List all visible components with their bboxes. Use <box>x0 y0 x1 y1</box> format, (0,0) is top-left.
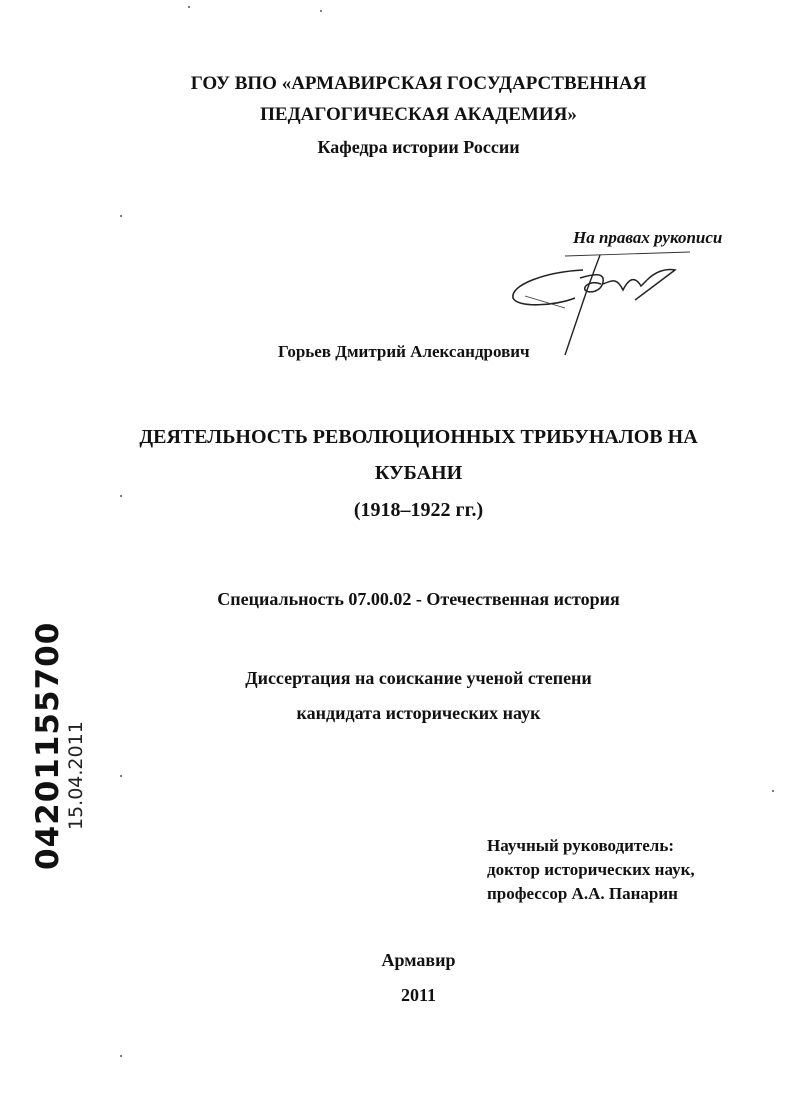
supervisor-heading: Научный руководитель: <box>487 836 674 855</box>
department: Кафедра истории России <box>317 137 520 157</box>
library-stamp-date: 15.04.2011 <box>65 721 87 830</box>
scan-speck <box>120 775 122 777</box>
supervisor-degree: доктор исторических наук, <box>487 860 695 879</box>
institution-line-1: ГОУ ВПО «АРМАВИРСКАЯ ГОСУДАРСТВЕННАЯ <box>190 73 647 94</box>
scan-speck <box>120 215 122 217</box>
dissertation-title-line-2: КУБАНИ <box>374 462 463 484</box>
degree-line-2: кандидата исторических наук <box>296 703 541 723</box>
scan-speck <box>120 495 122 497</box>
supervisor-name: профессор А.А. Панарин <box>487 884 678 903</box>
scan-speck <box>772 790 774 792</box>
dissertation-years: (1918–1922 гг.) <box>353 499 484 521</box>
handwritten-signature <box>505 250 695 360</box>
year: 2011 <box>400 985 436 1005</box>
city: Армавир <box>381 950 456 970</box>
manuscript-note: На правах рукописи <box>573 228 723 247</box>
author-name: Горьев Дмитрий Александрович <box>278 342 530 361</box>
degree-line-1: Диссертация на соискание ученой степени <box>245 668 592 688</box>
library-stamp-code: 04201155700 <box>30 621 66 870</box>
scan-speck <box>188 6 190 8</box>
scan-speck <box>120 1055 122 1057</box>
specialty: Специальность 07.00.02 - Отечественная история <box>217 589 620 609</box>
institution-line-2: ПЕДАГОГИЧЕСКАЯ АКАДЕМИЯ» <box>260 104 577 125</box>
dissertation-title-line-1: ДЕЯТЕЛЬНОСТЬ РЕВОЛЮЦИОННЫХ ТРИБУНАЛОВ НА <box>139 426 698 448</box>
scan-speck <box>320 10 322 12</box>
